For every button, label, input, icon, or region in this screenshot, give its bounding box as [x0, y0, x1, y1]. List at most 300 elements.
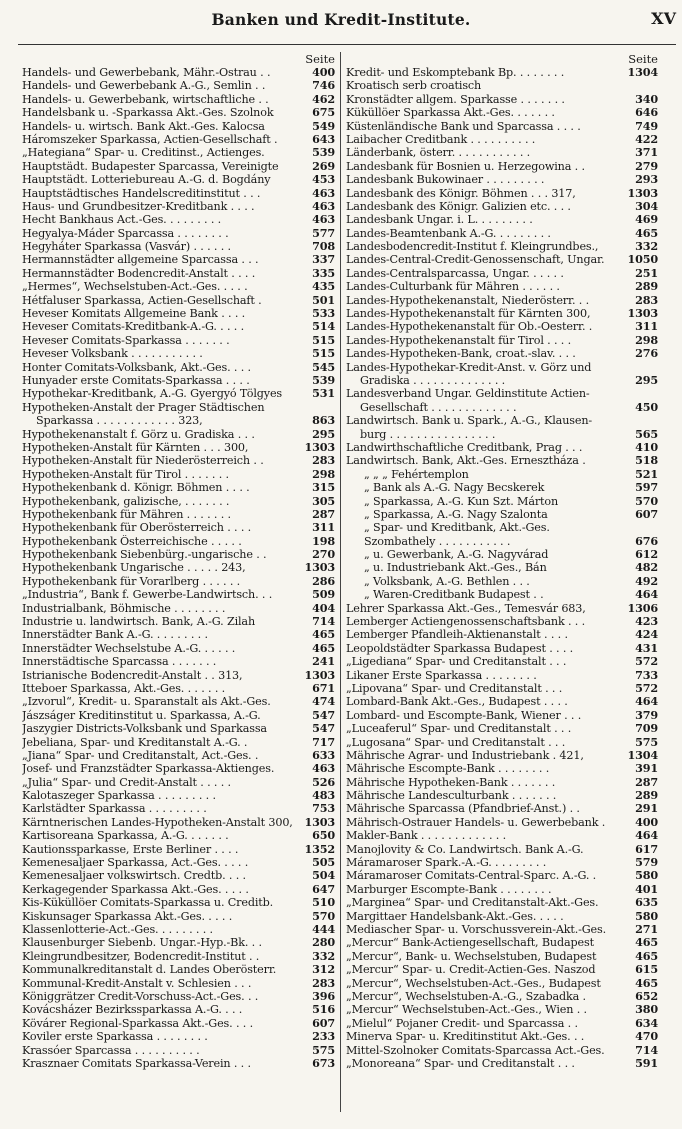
entry-page: 634 — [635, 1016, 658, 1030]
entry-name: Leopoldstädter Sparkassa Budapest . . . . — [346, 641, 574, 655]
entry-page: 676 — [635, 534, 658, 548]
index-entry — [346, 1017, 658, 1030]
entry-page: 547 — [312, 708, 335, 722]
entry-page: 580 — [635, 869, 658, 883]
entry-name: Marburger Escompte-Bank . . . . . . . . — [346, 882, 552, 896]
entry-page: 483 — [312, 789, 335, 803]
index-entry — [346, 320, 658, 333]
entry-page: 465 — [312, 628, 335, 642]
entry-page: 287 — [312, 507, 335, 521]
index-entry — [22, 936, 335, 949]
index-entry — [346, 160, 658, 173]
entry-name: Koviler erste Sparkassa . . . . . . . . — [22, 1030, 208, 1044]
entry-name: Hypotheken-Anstalt für Niederösterreich . . — [22, 454, 264, 468]
entry-name: Hypothekar-Kreditbank, A.-G. Gyergyó Tölgyes — [22, 387, 283, 401]
entry-name: „Industria“, Bank f. Gewerbe-Landwirtsch. . . — [22, 588, 273, 602]
entry-page: 410 — [635, 440, 658, 454]
entry-page: 572 — [635, 681, 658, 695]
index-entry — [346, 829, 658, 842]
entry-name: Hypothekenbank, galizische, . . . . . . . — [22, 494, 230, 508]
entry-name: Länderbank, österr. . . . . . . . . . . . — [346, 146, 531, 160]
index-entry — [346, 401, 658, 414]
index-entry — [22, 401, 335, 414]
index-entry — [346, 454, 658, 467]
entry-name: Lehrer Sparkassa Akt.-Ges., Temesvár 683, — [346, 601, 586, 615]
entry-name: Landesbodencredit-Institut f. Kleingrundbes., — [346, 240, 599, 254]
index-entry — [22, 227, 335, 240]
entry-name: „ Sparkassa, A.-G. Nagy Szalonta — [364, 507, 548, 521]
entry-page: 531 — [312, 387, 335, 401]
entry-page: 533 — [312, 307, 335, 321]
entry-name: „Mercur“ Wechselstuben-Act.-Ges., Wien . . — [346, 1003, 587, 1017]
entry-name: Kronstädter allgem. Sparkasse . . . . . . . — [346, 92, 565, 106]
entry-page: 547 — [312, 722, 335, 736]
entry-name: Kautionssparkasse, Erste Berliner . . . . — [22, 842, 239, 856]
entry-page: 746 — [312, 79, 335, 93]
entry-name: Hypothekenanstalt f. Görz u. Gradiska . . . — [22, 427, 255, 441]
index-entry — [346, 428, 658, 441]
index-entry — [346, 441, 658, 454]
index-entry — [22, 1003, 335, 1016]
entry-page: 462 — [312, 92, 335, 106]
index-entry — [346, 990, 658, 1003]
index-entry — [346, 66, 658, 79]
entry-page: 1303 — [627, 186, 658, 200]
entry-name: „Hategiana“ Spar- u. Creditinst., Actienges. — [22, 146, 265, 160]
entry-name: Laibacher Creditbank . . . . . . . . . . — [346, 132, 536, 146]
entry-page: 709 — [635, 722, 658, 736]
entry-name: Mediascher Spar- u. Vorschussverein-Akt.-Ges. — [346, 923, 607, 936]
entry-name: Kleingrundbesitzer, Bodencredit-Institut . . — [22, 949, 260, 963]
entry-page: 450 — [635, 400, 658, 414]
entry-page: 647 — [312, 882, 335, 896]
entry-page: 464 — [635, 588, 658, 602]
index-entry — [346, 628, 658, 641]
entry-page: 464 — [635, 695, 658, 709]
index-entry — [346, 361, 658, 374]
entry-name: Innerstädter Bank A.-G. . . . . . . . . — [22, 628, 208, 642]
index-entry — [346, 253, 658, 266]
index-entry — [346, 602, 658, 615]
index-entry — [22, 240, 335, 253]
entry-name: Lombard- und Escompte-Bank, Wiener . . . — [346, 708, 582, 722]
index-entry — [22, 468, 335, 481]
entry-name: Karlstädter Sparkassa . . . . . . . . . — [22, 802, 207, 816]
index-entry — [346, 950, 658, 963]
page-number: XV — [651, 9, 676, 28]
entry-name: Sparkassa . . . . . . . . . . . . 323, — [36, 414, 203, 428]
entry-page: 1303 — [304, 440, 335, 454]
entry-name: „Mercur“, Bank- u. Wechselstuben, Budapest — [346, 949, 597, 963]
entry-page: 311 — [312, 521, 335, 535]
entry-page: 465 — [635, 226, 658, 240]
entry-page: 575 — [312, 1043, 335, 1057]
index-entry — [22, 294, 335, 307]
entry-page: 1352 — [304, 842, 335, 856]
index-entry — [346, 669, 658, 682]
entry-name: Mährische Escompte-Bank . . . . . . . . — [346, 762, 550, 776]
entry-name: Haus- und Grundbesitzer-Kreditbank . . . . — [22, 199, 255, 213]
entry-page: 453 — [312, 173, 335, 187]
entry-page: 863 — [312, 414, 335, 428]
entry-name: Handels- und Gewerbebank, Mähr.-Ostrau . . — [22, 66, 271, 79]
entry-page: 577 — [312, 226, 335, 240]
entry-name: Kemenesaljaer volkswirtsch. Credtb. . . . — [22, 869, 246, 883]
index-entry — [22, 548, 335, 561]
index-entry — [22, 160, 335, 173]
entry-name: Hypothekenbank für Mähren . . . . . . . — [22, 507, 231, 521]
entry-page: 515 — [312, 333, 335, 347]
left-entry-list — [22, 66, 335, 1070]
index-entry — [346, 280, 658, 293]
entry-name: „Julia“ Spar- und Credit-Anstalt . . . . . — [22, 775, 231, 789]
index-entry — [22, 361, 335, 374]
entry-name: Kovácsházer Bezirkssparkassa A.-G. . . . — [22, 1003, 243, 1017]
index-entry — [346, 146, 658, 159]
entry-page: 714 — [635, 1043, 658, 1057]
index-entry — [346, 495, 658, 508]
index-entry — [346, 187, 658, 200]
entry-page: 591 — [635, 1056, 658, 1070]
entry-page: 509 — [312, 588, 335, 602]
index-entry — [346, 120, 658, 133]
index-entry — [346, 749, 658, 762]
entry-page: 1306 — [627, 601, 658, 615]
entry-page: 463 — [312, 199, 335, 213]
entry-page: 514 — [312, 320, 335, 334]
entry-page: 612 — [635, 548, 658, 562]
entry-name: Háromszeker Sparkassa, Actien-Gesellschaft . — [22, 132, 278, 146]
entry-page: 391 — [635, 762, 658, 776]
entry-name: „ u. Gewerbank, A.-G. Nagyvárad — [364, 548, 549, 562]
entry-name: Industrie u. landwirtsch. Bank, A.-G. Zilah — [22, 615, 255, 629]
index-entry — [346, 843, 658, 856]
index-entry — [22, 776, 335, 789]
index-entry — [22, 320, 335, 333]
index-entry — [346, 936, 658, 949]
entry-page: 404 — [312, 601, 335, 615]
index-entry — [346, 307, 658, 320]
entry-name: Küstenländische Bank und Sparcassa . . . . — [346, 119, 581, 133]
entry-page: 332 — [312, 949, 335, 963]
entry-name: Gesellschaft . . . . . . . . . . . . . — [360, 400, 517, 414]
page-title: Banken und Kredit-Institute. — [211, 10, 471, 29]
entry-page: 643 — [312, 132, 335, 146]
entry-name: Landwirtsch. Bank, Akt.-Ges. Ernesztháza . — [346, 454, 586, 468]
entry-name: Lombard-Bank Akt.-Ges., Budapest . . . . — [346, 695, 568, 709]
entry-name: Josef- und Franzstädter Sparkassa-Aktienges. — [22, 762, 275, 776]
entry-name: Königgrätzer Credit-Vorschuss-Act.-Ges. . . — [22, 989, 259, 1003]
entry-name: Landes-Hypothekenanstalt für Kärnten 300, — [346, 307, 591, 321]
index-entry — [346, 736, 658, 749]
entry-page: 291 — [635, 802, 658, 816]
entry-name: „ Sparkassa, A.-G. Kun Szt. Márton — [364, 494, 559, 508]
index-entry — [346, 213, 658, 226]
index-entry — [22, 280, 335, 293]
index-entry — [346, 508, 658, 521]
index-entry — [22, 200, 335, 213]
index-entry — [22, 146, 335, 159]
entry-page: 526 — [312, 775, 335, 789]
entry-name: Landes-Hypothekenanstalt für Tirol . . . . — [346, 333, 572, 347]
entry-page: 401 — [635, 882, 658, 896]
index-entry — [22, 1044, 335, 1057]
entry-name: Landwirtsch. Bank u. Spark., A.-G., Klausen- — [346, 414, 593, 428]
index-entry — [346, 963, 658, 976]
entry-name: Mährische Sparcassa (Pfandbrief-Anst.) . . — [346, 802, 580, 816]
entry-page: 332 — [635, 240, 658, 254]
index-entry — [22, 307, 335, 320]
index-entry — [22, 347, 335, 360]
entry-name: Landes-Central-Credit-Genossenschaft, Ungar. — [346, 253, 605, 267]
index-entry — [22, 736, 335, 749]
entry-name: Máramaroser Comitats-Central-Sparc. A.-G. . — [346, 869, 597, 883]
index-entry — [346, 294, 658, 307]
entry-name: Kartisoreana Sparkassa, A.-G. . . . . . . — [22, 829, 229, 843]
index-entry — [22, 173, 335, 186]
index-entry — [22, 615, 335, 628]
entry-name: „Lipovana“ Spar- und Creditanstalt . . . — [346, 681, 563, 695]
entry-page: 749 — [635, 119, 658, 133]
entry-page: 516 — [312, 1003, 335, 1017]
entry-page: 1303 — [304, 815, 335, 829]
index-entry — [346, 481, 658, 494]
entry-name: „Mercur“ Bank-Actiengesellschaft, Budapest — [346, 936, 594, 950]
index-entry — [346, 106, 658, 119]
entry-page: 304 — [635, 199, 658, 213]
entry-name: Jászságer Kreditinstitut u. Sparkassa, A.-G. — [22, 708, 261, 722]
entry-name: „Mielul“ Pojaner Credit- und Sparcassa . . — [346, 1016, 578, 1030]
entry-page: 469 — [635, 213, 658, 227]
index-entry — [346, 548, 658, 561]
index-entry — [22, 869, 335, 882]
index-entry — [346, 642, 658, 655]
entry-page: 646 — [635, 106, 658, 120]
entry-page: 671 — [312, 681, 335, 695]
entry-page: 579 — [635, 856, 658, 870]
index-entry — [22, 66, 335, 79]
index-entry — [22, 334, 335, 347]
index-entry — [346, 387, 658, 400]
entry-page: 708 — [312, 240, 335, 254]
entry-name: burg . . . . . . . . . . . . . . . . — [360, 427, 496, 441]
right-column — [346, 52, 658, 1070]
entry-page: 510 — [312, 896, 335, 910]
index-entry — [22, 374, 335, 387]
entry-page: 400 — [312, 66, 335, 79]
index-entry — [346, 1057, 658, 1070]
index-entry — [22, 642, 335, 655]
entry-page: 515 — [312, 347, 335, 361]
entry-name: Landes-Hypothekenanstalt, Niederösterr. . . — [346, 293, 589, 307]
index-entry — [22, 722, 335, 735]
entry-page: 572 — [635, 655, 658, 669]
index-entry — [22, 829, 335, 842]
index-entry — [346, 789, 658, 802]
entry-page: 293 — [635, 173, 658, 187]
entry-page: 463 — [312, 213, 335, 227]
index-entry — [346, 414, 658, 427]
index-entry — [346, 695, 658, 708]
entry-page: 431 — [635, 641, 658, 655]
entry-page: 470 — [635, 1030, 658, 1044]
entry-page: 289 — [635, 280, 658, 294]
index-entry — [22, 213, 335, 226]
entry-name: Jaszygier Districts-Volksbank und Sparkassa — [22, 722, 267, 736]
entry-name: Kövárer Regional-Sparkassa Akt.-Ges. . . . — [22, 1016, 253, 1030]
entry-page: 463 — [312, 186, 335, 200]
index-entry — [22, 133, 335, 146]
entry-name: Heveser Volksbank . . . . . . . . . . . — [22, 347, 203, 361]
index-entry — [346, 1030, 658, 1043]
entry-page: 435 — [312, 280, 335, 294]
index-entry — [346, 588, 658, 601]
entry-page: 615 — [635, 963, 658, 977]
index-entry — [22, 481, 335, 494]
index-entry — [22, 950, 335, 963]
index-entry — [22, 495, 335, 508]
index-entry — [22, 414, 335, 427]
index-entry — [346, 173, 658, 186]
entry-name: Itteboer Sparkassa, Akt.-Ges. . . . . . . — [22, 681, 226, 695]
entry-name: „Monoreana“ Spar- und Creditanstalt . . . — [346, 1056, 575, 1070]
entry-name: Mährisch-Ostrauer Handels- u. Gewerbebank . — [346, 815, 606, 829]
entry-name: Hegyalya-Máder Sparcassa . . . . . . . . — [22, 226, 229, 240]
index-entry — [346, 655, 658, 668]
index-entry — [22, 535, 335, 548]
index-entry — [22, 187, 335, 200]
entry-page: 521 — [635, 467, 658, 481]
entry-name: Hunyader erste Comitats-Sparkassa . . . . — [22, 373, 250, 387]
page-header — [0, 6, 682, 36]
index-entry — [22, 923, 335, 936]
entry-page: 545 — [312, 360, 335, 374]
entry-name: Heveser Comitats-Kreditbank-A.-G. . . . . — [22, 320, 245, 334]
entry-name: Hecht Bankhaus Act.-Ges. . . . . . . . . — [22, 213, 222, 227]
entry-page: 580 — [635, 909, 658, 923]
entry-name: Istrianische Bodencredit-Anstalt . . 313, — [22, 668, 243, 682]
entry-name: Heveser Comitats-Sparkassa . . . . . . . — [22, 333, 230, 347]
entry-page: 607 — [635, 507, 658, 521]
entry-name: Landwirthschaftliche Creditbank, Prag . . . — [346, 440, 583, 454]
entry-page: 607 — [312, 1016, 335, 1030]
entry-name: Kemenesaljaer Sparkassa, Act.-Ges. . . . . — [22, 856, 249, 870]
entry-page: 286 — [312, 574, 335, 588]
entry-page: 482 — [635, 561, 658, 575]
entry-name: Landesbank Bukowinaer . . . . . . . . . — [346, 173, 545, 187]
entry-name: Hypotheken-Anstalt der Prager Städtischen — [22, 400, 265, 414]
entry-name: Handelsbank u. -Sparkassa Akt.-Ges. Szolnok — [22, 106, 274, 120]
entry-page: 539 — [312, 146, 335, 160]
entry-name: Hermannstädter allgemeine Sparcassa . . . — [22, 253, 259, 267]
entry-name: Innerstädter Wechselstube A.-G. . . . . . — [22, 641, 236, 655]
entry-name: „Mercur“, Wechselstuben-A.-G., Szabadka . — [346, 989, 586, 1003]
header-rule — [18, 44, 676, 45]
index-entry — [22, 896, 335, 909]
entry-name: „Marginea“ Spar- und Creditanstalt-Akt.-Ges. — [346, 896, 599, 910]
entry-name: Hauptstädt. Budapester Sparcassa, Vereinigte — [22, 159, 279, 173]
index-entry — [22, 990, 335, 1003]
index-entry — [346, 923, 658, 936]
entry-page: 305 — [312, 494, 335, 508]
entry-name: „Luceaferul“ Spar- und Creditanstalt . . . — [346, 722, 572, 736]
entry-name: Kommunalkreditanstalt d. Landes Oberösterr. — [22, 963, 277, 977]
index-entry — [22, 93, 335, 106]
entry-page: 733 — [635, 668, 658, 682]
index-entry — [346, 374, 658, 387]
index-entry — [346, 133, 658, 146]
entry-page: 505 — [312, 856, 335, 870]
entry-page: 650 — [312, 829, 335, 843]
index-entry — [346, 856, 658, 869]
entry-page: 283 — [312, 454, 335, 468]
index-entry — [22, 762, 335, 775]
index-entry — [346, 468, 658, 481]
entry-name: Hypothekenbank für Vorarlberg . . . . . . — [22, 574, 241, 588]
entry-page: 492 — [635, 574, 658, 588]
entry-name: Kommunal-Kredit-Anstalt v. Schlesien . . . — [22, 976, 252, 990]
entry-page: 464 — [635, 829, 658, 843]
index-entry — [346, 762, 658, 775]
entry-name: Hypotheken-Anstalt für Kärnten . . . 300, — [22, 440, 249, 454]
entry-page: 270 — [312, 548, 335, 562]
entry-page: 1050 — [627, 253, 658, 267]
entry-name: Landes-Beamtenbank A.-G. . . . . . . . . — [346, 226, 551, 240]
entry-page: 423 — [635, 615, 658, 629]
index-entry — [346, 535, 658, 548]
entry-name: Likaner Erste Sparkassa . . . . . . . . — [346, 668, 537, 682]
entry-name: „Hermes“, Wechselstuben-Act.-Ges. . . . . — [22, 280, 248, 294]
entry-name: Kiskunsager Sparkassa Akt.-Ges. . . . . — [22, 909, 233, 923]
entry-page: 617 — [635, 842, 658, 856]
entry-page: 283 — [635, 293, 658, 307]
entry-page: 337 — [312, 253, 335, 267]
entry-page: 465 — [635, 949, 658, 963]
entry-name: Krassóer Sparcassa . . . . . . . . . . — [22, 1043, 200, 1057]
entry-name: Innerstädtische Sparcassa . . . . . . . — [22, 655, 217, 669]
right-entry-list — [346, 66, 658, 1070]
entry-name: Lemberger Actiengenossenschaftsbank . . . — [346, 615, 586, 629]
entry-page: 1303 — [304, 561, 335, 575]
seite-label-left: Seite — [305, 52, 335, 66]
index-entry — [346, 896, 658, 909]
entry-page: 283 — [312, 976, 335, 990]
entry-name: Kärntnerischen Landes-Hypotheken-Anstalt 300, — [22, 815, 293, 829]
entry-page: 380 — [635, 1003, 658, 1017]
entry-page: 422 — [635, 132, 658, 146]
entry-name: Landes-Hypothekenanstalt für Ob.-Oesterr. . — [346, 320, 593, 334]
entry-page: 379 — [635, 708, 658, 722]
entry-name: Mährische Agrar- und Industriebank . 421, — [346, 748, 584, 762]
entry-page: 465 — [635, 976, 658, 990]
index-entry — [22, 1057, 335, 1070]
entry-page: 633 — [312, 748, 335, 762]
entry-page: 714 — [312, 615, 335, 629]
index-entry — [22, 561, 335, 574]
index-entry — [22, 120, 335, 133]
index-entry — [22, 454, 335, 467]
entry-page: 463 — [312, 762, 335, 776]
entry-name: „Mercur“, Wechselstuben-Act.-Ges., Budapest — [346, 976, 601, 990]
index-entry — [22, 655, 335, 668]
entry-page: 635 — [635, 896, 658, 910]
index-entry — [22, 910, 335, 923]
entry-page: 287 — [635, 775, 658, 789]
index-entry — [22, 521, 335, 534]
entry-name: Hypothekenbank d. Königr. Böhmen . . . . — [22, 481, 250, 495]
entry-name: Industrialbank, Böhmische . . . . . . . . — [22, 601, 226, 615]
entry-page: 298 — [312, 467, 335, 481]
